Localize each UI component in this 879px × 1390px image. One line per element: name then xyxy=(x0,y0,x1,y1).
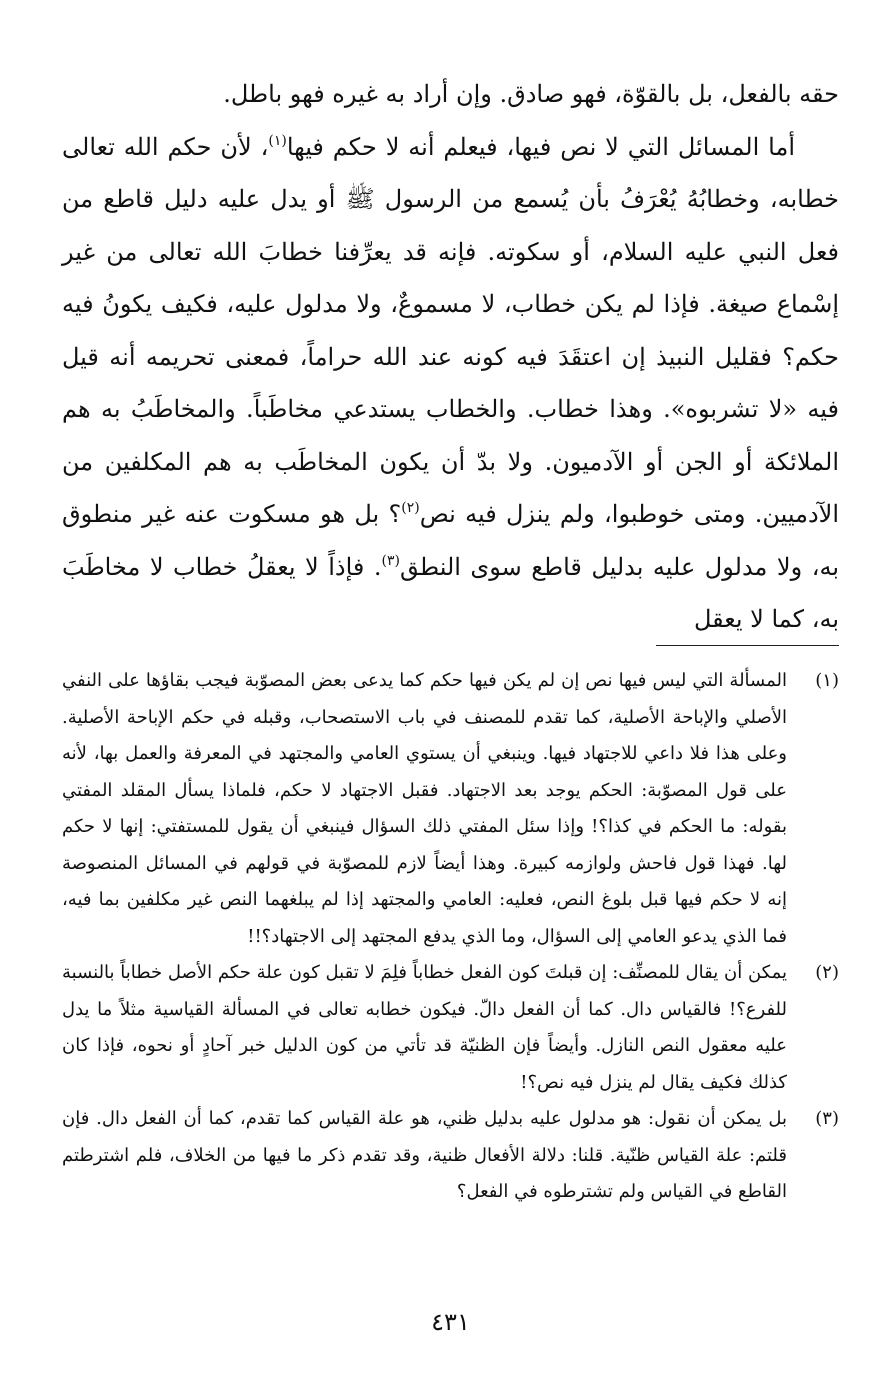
footnote-number: (١) xyxy=(815,670,839,691)
footnote-ref-2[interactable]: (٢) xyxy=(401,500,420,516)
book-page xyxy=(62,68,839,1390)
footnote-ref-1[interactable]: (١) xyxy=(268,132,287,149)
footnote-1 xyxy=(62,663,839,955)
footnote-ref-3[interactable]: (٣) xyxy=(381,552,400,569)
footnote-3 xyxy=(62,1101,839,1211)
paragraph-2-part-b: ، لأن حكم الله تعالى خطابه، وخطابُهُ يُعْرَفُ بأن يُسمع من الرسول ﷺ أو يدل عليه دليل قاطع من فعل النبي عليه السلام، أو سكوته. فإنه قد يعرِّفنا خطابَ الله تعالى من غير إسْماع صيغة. فإذا لم يكن خطاب، لا مسموعٌ، ولا مدلول عليه، فكيف يكونُ فيه حكم؟ فقليل النبيذ إن اعتقَدَ فيه كونه عند الله حراماً، فمعنى تحريمه أنه قيل فيه «لا تشربوه». وهذا خطاب. والخطاب يستدعي مخاطَباً. والمخاطَبُ به هم الملائكة أو الجن أو الآدميون. ولا بدّ أن يكون المخاطَب به هم المكلفين من الآدميين. ومتى خوطبوا، ولم ينزل فيه نص xyxy=(62,132,840,528)
footnote-number: (٢) xyxy=(815,962,839,983)
paragraph-1: حقه بالفعل، بل بالقوّة، فهو صادق. وإن أراد به غيره فهو باطل. xyxy=(223,80,839,108)
footnote-text: يمكن أن يقال للمصنِّف: إن قبلتَ كون الفعل خطاباً فلِمَ لا تقبل كون علة حكم الأصل خطاباً بالنسبة للفرع؟! فالقياس دال. كما أن الفعل دالّ. فيكون خطابه تعالى في المسألة القياسية مثلاً ما يدل عليه معقول النص النازل. وأيضاً فإن الظنيّة قد تأتي من كون الدليل خبر آحادٍ أو نحوه، فإذا كان كذلك فكيف يقال لم ينزل فيه نص؟! xyxy=(62,962,787,1093)
page-number: ٤٣١ xyxy=(431,1308,470,1336)
footnote-2 xyxy=(62,955,839,1101)
footnote-text: بل يمكن أن نقول: هو مدلول عليه بدليل ظني، هو علة القياس كما تقدم، كما أن الفعل دال. فإن قلتم: علة القياس ظنّية. قلنا: دلالة الأفعال ظنية، وقد تقدم ذكر ما فيها من الخلاف، فلم اشترطتم القاطع في القياس ولم تشترطوه في الفعل؟ xyxy=(62,1108,787,1202)
footnotes xyxy=(62,663,839,1211)
footnote-number: (٣) xyxy=(815,1108,839,1129)
paragraph-2 xyxy=(62,121,839,646)
paragraph-2-part-a: أما المسائل التي لا نص فيها، فيعلم أنه لا حكم فيها xyxy=(286,132,796,161)
footnote-separator xyxy=(656,645,839,646)
footnote-text: المسألة التي ليس فيها نص إن لم يكن فيها حكم كما يدعى بعض المصوّبة فيجب بقاؤها على النفي الأصلي والإباحة الأصلية، كما تقدم للمصنف في باب الاستصحاب، وقبله في حكم الإباحة الأصلية. وعلى هذا فلا داعي للاجتهاد فيها. وينبغي أن يستوي العامي والمجتهد في المعرفة والعمل بها، لأنه على قول المصوّبة: الحكم يوجد بعد الاجتهاد. فقبل الاجتهاد لا حكم، فلماذا يسأل المقلد المفتي بقوله: ما الحكم في كذا؟! وإذا سئل المفتي ذلك السؤال فينبغي أن يقول للمستفتي: إنها لا حكم لها. فهذا قول فاحش ولوازمه كبيرة. وهذا أيضاً لازم للمصوّبة في قولهم في المسائل المنصوصة إنه لا حكم فيها قبل بلوغ النص، فعليه: العامي والمجتهد إذا لم يبلغهما النص غير مكلفين بما فيه، فما الذي يدعو العامي إلى السؤال، وما الذي يدفع المجتهد إلى الاجتهاد؟!! xyxy=(62,670,787,947)
main-text xyxy=(62,68,839,646)
paragraph-2-part-c: ؟ بل هو مسكوت عنه غير منطوق به، ولا مدلول عليه بدليل قاطع سوى النطق xyxy=(62,500,839,581)
paragraph-2-part-d: . فإذاً لا يعقلُ خطاب لا مخاطَبَ به، كما لا يعقل xyxy=(62,552,839,633)
